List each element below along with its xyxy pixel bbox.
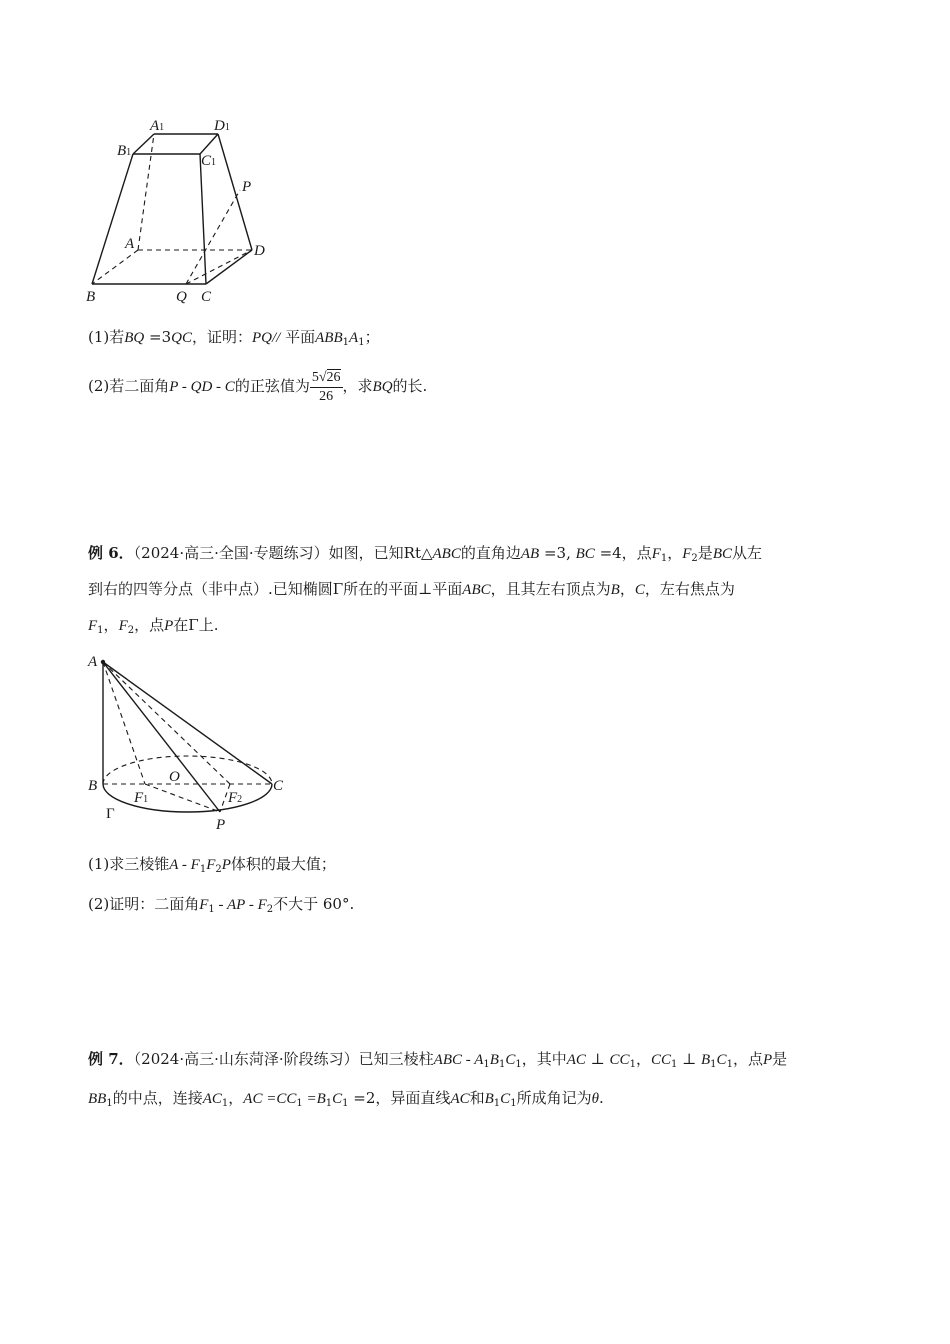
ellipse-pyramid-figure	[80, 648, 300, 838]
edge-b-b1	[92, 154, 133, 284]
label-b: B	[86, 289, 96, 305]
label-gamma: Γ	[106, 806, 115, 822]
label-b1: B1	[117, 143, 132, 159]
label-p: P	[242, 179, 252, 195]
label-o: O	[169, 769, 180, 785]
label-c: C	[273, 778, 284, 794]
frustum-figure	[80, 110, 280, 310]
label-p: P	[216, 817, 226, 833]
label-q: Q	[176, 289, 187, 305]
edge-b1-a1	[133, 134, 154, 154]
label-a: A	[88, 654, 98, 670]
label-f1: F1	[134, 790, 149, 806]
ex6-line-3: $F_1$，$F_2$，点P在Γ上.	[88, 616, 219, 636]
ex6-tag: 例 6．	[88, 544, 134, 562]
ex6-question-2: (2)证明：二面角$F_1$ - AP - $F_2$不大于 60°.	[88, 895, 355, 915]
ex5-question-1: (1)若BQ =3QC，证明：PQ// 平面$ABB_1A_1$；	[88, 328, 380, 348]
label-c1: C1	[201, 153, 217, 169]
ex6-question-1: (1)求三棱锥A - $F_1F_2P$体积的最大值；	[88, 855, 336, 875]
ex6-line-2: 到右的四等分点（非中点）.已知椭圆Γ所在的平面⊥平面ABC，且其左右顶点为B，C，左右焦点为	[88, 580, 735, 598]
ex6-line-1: 例 6．（2024·高三·全国·专题练习）如图，已知Rt△ABC的直角边AB =3, BC =4，点$F_1$，$F_2$是BC从左	[88, 544, 762, 564]
label-a: A	[125, 236, 135, 252]
label-d: D	[254, 243, 265, 259]
label-d1: D1	[214, 118, 230, 134]
ex7-line-1: 例 7．（2024·高三·山东菏泽·阶段练习）已知三棱柱ABC - $A_1B_1C_1$，其中AC ⊥ $CC_1$，$CC_1$ ⊥ $B_1C_1$，点P是	[88, 1050, 788, 1070]
point-a	[101, 660, 105, 664]
label-f2: F2	[228, 790, 243, 806]
edge-c-d	[206, 250, 252, 284]
ex5-question-2: (2)若二面角P - QD - C的正弦值为 $\frac{5√26}{26}$ ，求BQ的长.	[88, 369, 428, 404]
segment-a-c	[103, 662, 272, 784]
label-b: B	[88, 778, 98, 794]
ex7-tag: 例 7．	[88, 1050, 134, 1068]
sine-value-fraction: $\frac{5√26}{26}$	[311, 369, 341, 404]
segment-a-p	[103, 662, 220, 812]
ex7-line-2: $BB_1$的中点，连接$AC_1$，AC $=CC_1 =B_1C_1 =2$，异面直线AC和$B_1C_1$所成角记为θ.	[88, 1089, 604, 1109]
label-a1: A1	[150, 118, 165, 134]
edge-c-c1	[200, 154, 206, 284]
label-c: C	[201, 289, 212, 305]
edge-a-a1	[138, 134, 154, 250]
ellipse-front-arc	[103, 784, 272, 812]
edge-a-b	[92, 250, 138, 284]
edge-c1-d1	[200, 134, 218, 154]
